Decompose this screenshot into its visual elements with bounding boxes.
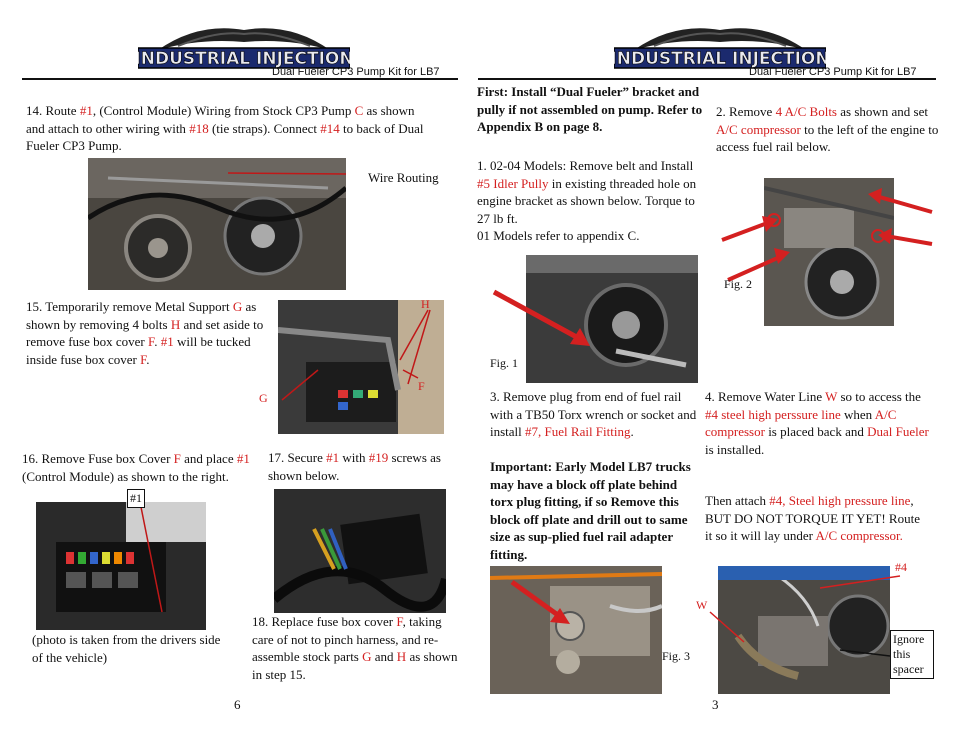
photo-metal-support [278, 300, 444, 434]
step-16-text: 16. Remove Fuse box Cover F and place #1 (Control Module) as shown to the right. [22, 451, 250, 484]
photo-fuse-box [36, 502, 206, 630]
step-1-text: 1. 02-04 Models: Remove belt and Install #5 Idler Pully in existing threaded hole on engine bracket as shown below. Torque to 27 lb ft. 01 Models refer to appendix C. [477, 158, 697, 243]
label-w: W [696, 598, 708, 612]
page-number-left: 6 [234, 697, 241, 712]
photo-wire-routing [88, 158, 346, 290]
label-control-module-box: #1 [127, 489, 145, 508]
fig-2-label: Fig. 2 [724, 277, 753, 291]
arrow-fig3 [492, 568, 592, 638]
label-f: F [418, 379, 425, 393]
label-h: H [421, 297, 430, 311]
step-15-text: 15. Temporarily remove Metal Support G as shown by removing 4 bolts H and set aside to remove fuse box cover F. #1 will be tucked inside fuse box cover F. [26, 299, 264, 367]
photo-control-module-secured [274, 489, 446, 617]
industrial-injection-logo-right [614, 20, 826, 70]
header-rule-right [478, 78, 936, 80]
step-4-text: 4. Remove Water Line W so to access the #4 steel high perssure line when A/C compressor is placed back and Dual Fueler is installed. [705, 389, 929, 457]
label-ignore-spacer-box: Ignore this spacer [890, 630, 934, 679]
step-17-text: 17. Secure #1 with #19 screws as shown below. [268, 450, 441, 483]
header-subtitle: Dual Fueler CP3 Pump Kit for LB7 [272, 66, 440, 78]
label-g: G [259, 391, 268, 405]
fig-3-label: Fig. 3 [662, 649, 691, 663]
step-3-important: Important: Early Model LB7 trucks may have a block off plate behind torx plug fitting, if so Remove this block off plate and drill out to same size as sup-plied fuel rail adapter fitting. [490, 459, 691, 562]
industrial-injection-logo [138, 20, 350, 70]
label-4: #4 [895, 560, 907, 574]
arrows-fig2 [718, 180, 938, 290]
step-18-text: 18. Replace fuse box cover F, taking care of not to pinch harness, and re-assemble stock parts G and H as shown in step 15. [252, 613, 460, 683]
fig-1-label: Fig. 1 [490, 356, 519, 370]
first-instruction: First: Install “Dual Fueler” bracket and pully if not assembled on pump. Refer to Appendix B on page 8. [477, 84, 703, 134]
page-number-right: 3 [712, 697, 719, 712]
label-wire-routing: Wire Routing [368, 170, 439, 185]
header-subtitle-right: Dual Fueler CP3 Pump Kit for LB7 [749, 66, 917, 78]
step-3-text: 3. Remove plug from end of fuel rail with a TB50 Torx wrench or socket and install #7, Fuel Rail Fitting. [490, 389, 697, 439]
arrow-fig1 [490, 262, 600, 352]
logo-text: INDUSTRIAL INJECTION [138, 49, 350, 69]
logo-text-right: INDUSTRIAL INJECTION [614, 49, 826, 69]
step-4-text-2: Then attach #4, Steel high pressure line, BUT DO NOT TORQUE IT YET! Route it so it will lay under A/C compressor. [705, 493, 920, 543]
step-2-text: 2. Remove 4 A/C Bolts as shown and set A/C compressor to the left of the engine to access fuel rail below. [716, 104, 939, 154]
header-rule [22, 78, 458, 80]
step-16-caption: (photo is taken from the drivers side of the vehicle) [32, 632, 221, 665]
step-14-text: 14. Route #1, (Control Module) Wiring from Stock CP3 Pump C as shown and attach to other wiring with #18 (tie straps). Connect #14 to back of Dual Fueler CP3 Pump. [26, 103, 424, 153]
